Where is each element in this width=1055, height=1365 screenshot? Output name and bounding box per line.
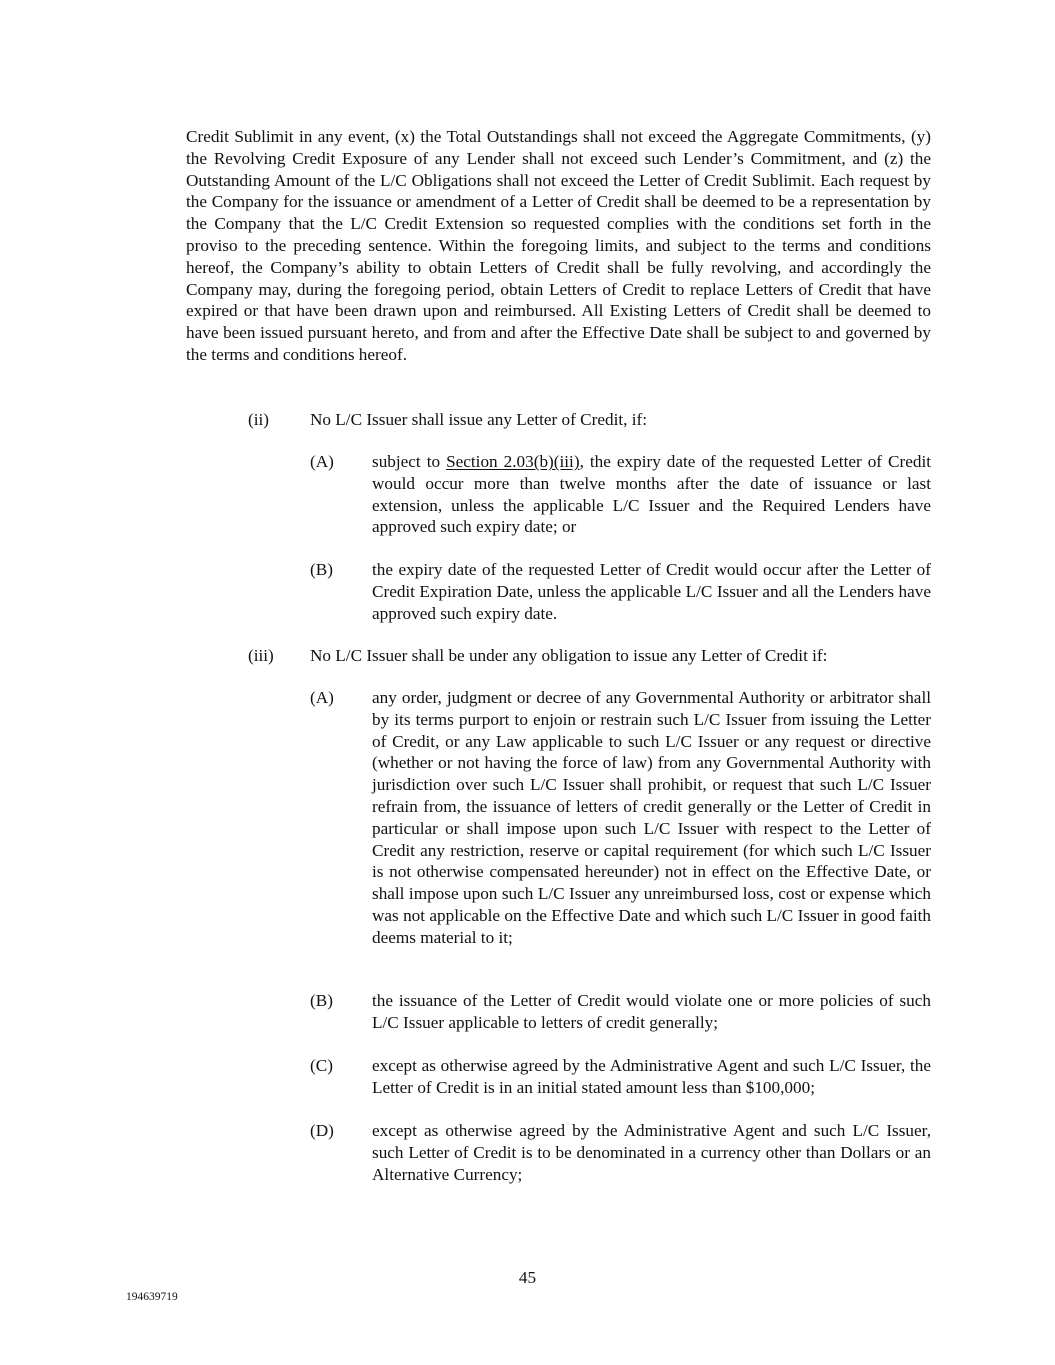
opening-paragraph: Credit Sublimit in any event, (x) the Total Outstandings shall not exceed the Aggregate Commitments, (y) the Revolving Credit Exposure of any Lender shall not exceed such Lender’s Commitment, and (z) the Outstanding Amount of the L/C Obligations shall not exceed the Letter of Credit Sublimit. Each request by the Company for the issuance or amendment of a Letter of Credit shall be deemed to be a representation by the Company that the L/C Credit Extension so requested complies with the conditions set forth in the proviso to the preceding sentence. Within the foregoing limits, and subject to the terms and conditions hereof, the Company’s ability to obtain Letters of Credit shall be fully revolving, and accordingly the Company may, during the foregoing period, obtain Letters of Credit to replace Letters of Credit that have expired or that have been drawn upon and reimbursed. All Existing Letters of Credit shall be deemed to have been issued pursuant hereto, and from and after the Effective Date shall be subject to and governed by the terms and conditions hereof. — [186, 127, 931, 364]
clause-ii — [248, 409, 931, 431]
clause-iii-marker: (iii) — [248, 646, 274, 665]
clause-iii-a-text: any order, judgment or decree of any Governmental Authority or arbitrator shall by its terms purport to enjoin or restrain such L/C Issuer from issuing the Letter of Credit, or any Law applicable to such L/C Issuer or any request or directive (whether or not having the force of law) from any Governmental Authority with jurisdiction over such L/C Issuer shall prohibit, or request that such L/C Issuer refrain from, the issuance of letters of credit generally or the Letter of Credit in particular or shall impose upon such L/C Issuer with respect to the Letter of Credit any restriction, reserve or capital requirement (for which such L/C Issuer is not otherwise compensated hereunder) not in effect on the Effective Date, or shall impose upon such L/C Issuer any unreimbursed loss, cost or expense which was not applicable on the Effective Date and which such L/C Issuer in good faith deems material to it; — [372, 688, 931, 947]
clause-iii-b — [310, 990, 931, 1034]
document-id: 194639719 — [126, 1291, 178, 1303]
clause-ii-a-text-after: , the expiry date of the requested Letter of Credit would occur more than twelve months after the date of issuance or last extension, unless the applicable L/C Issuer and the Required Lenders have approved such expiry date; or — [372, 452, 931, 537]
clause-iii — [248, 645, 931, 667]
clause-iii-d — [310, 1120, 931, 1185]
page-number: 45 — [518, 1268, 537, 1287]
clause-iii-b-marker: (B) — [310, 991, 333, 1010]
clause-iii-text: No L/C Issuer shall be under any obligation to issue any Letter of Credit if: — [310, 646, 828, 665]
clause-iii-b-text: the issuance of the Letter of Credit would violate one or more policies of such L/C Issuer applicable to letters of credit generally; — [372, 991, 931, 1032]
clause-iii-d-text: except as otherwise agreed by the Administrative Agent and such L/C Issuer, such Letter of Credit is to be denominated in a currency other than Dollars or an Alternative Currency; — [372, 1121, 931, 1184]
clause-ii-text: No L/C Issuer shall issue any Letter of Credit, if: — [310, 410, 647, 429]
clause-ii-a — [310, 451, 931, 538]
clause-iii-c-text: except as otherwise agreed by the Administrative Agent and such L/C Issuer, the Letter of Credit is in an initial stated amount less than $100,000; — [372, 1056, 931, 1097]
clause-ii-marker: (ii) — [248, 410, 269, 429]
clause-iii-d-marker: (D) — [310, 1121, 334, 1140]
clause-ii-a-marker: (A) — [310, 452, 334, 471]
clause-iii-c-marker: (C) — [310, 1056, 333, 1075]
section-reference-link[interactable]: Section 2.03(b)(iii) — [446, 452, 580, 471]
clause-iii-a — [310, 687, 931, 949]
clause-ii-a-text-before: subject to — [372, 452, 447, 471]
clause-ii-a-text — [372, 451, 931, 538]
clause-ii-b-text: the expiry date of the requested Letter of Credit would occur after the Letter of Credit Expiration Date, unless the applicable L/C Issuer and all the Lenders have approved such expiry date. — [372, 560, 931, 623]
clause-iii-a-marker: (A) — [310, 688, 334, 707]
clause-ii-b — [310, 559, 931, 624]
clause-iii-c — [310, 1055, 931, 1099]
clause-ii-b-marker: (B) — [310, 560, 333, 579]
